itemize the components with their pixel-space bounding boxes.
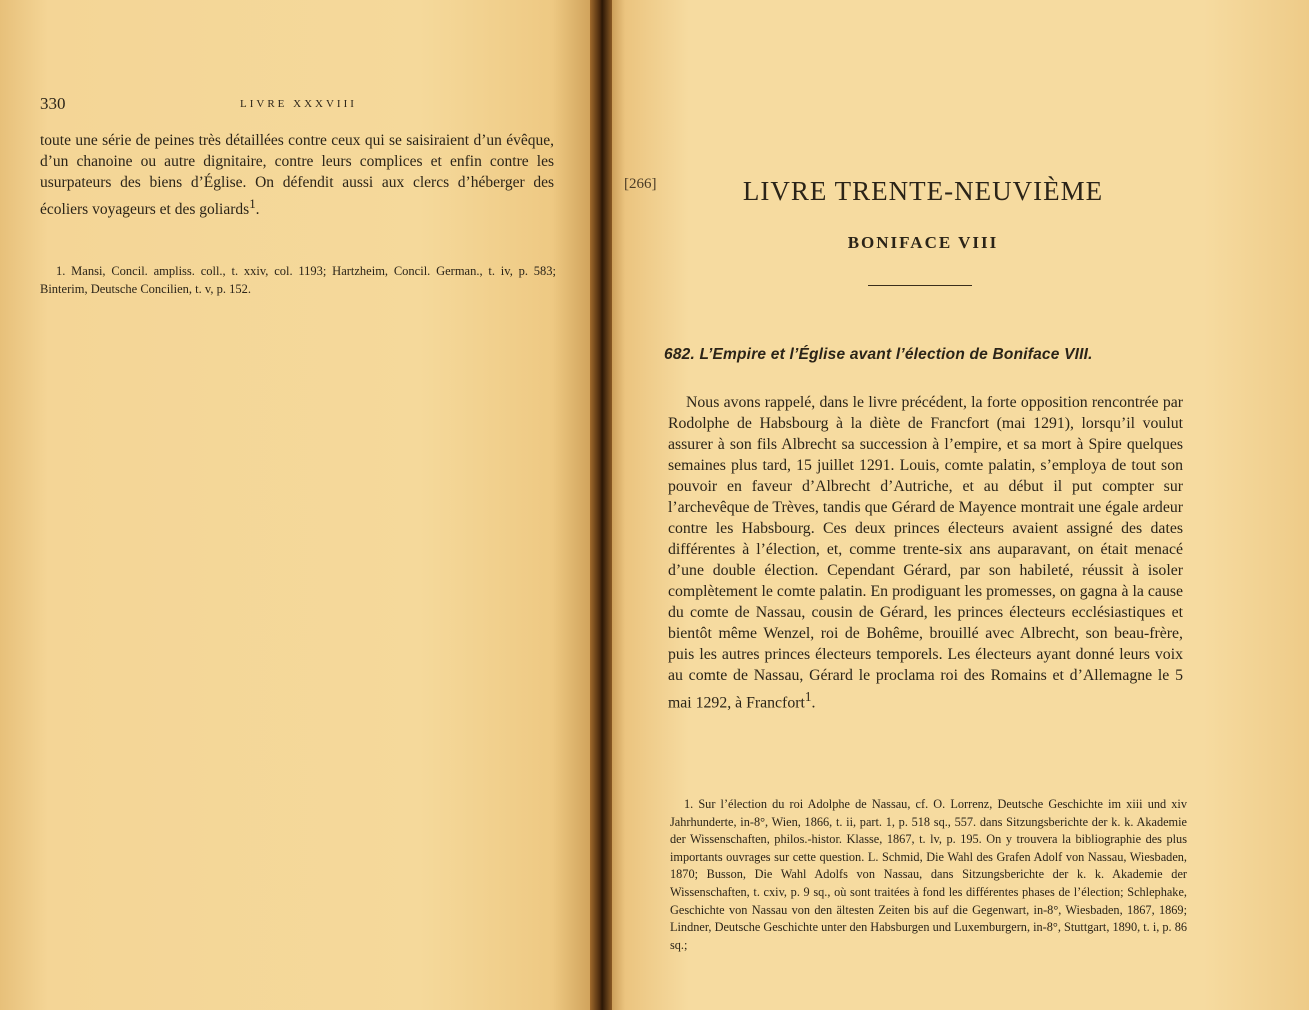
left-footnote <box>40 262 556 298</box>
footnote-ref: 1 <box>249 196 256 211</box>
page-number: 330 <box>40 94 66 113</box>
book-title: LIVRE TRENTE-NEUVIÈME <box>742 176 1104 206</box>
book-gutter <box>590 0 612 1010</box>
section-heading: 682. L’Empire et l’Église avant l’élection de Boniface VIII. <box>664 346 1093 363</box>
left-running-head <box>40 94 555 116</box>
right-footnote <box>670 796 1187 954</box>
margin-page-reference: [266] <box>624 176 657 192</box>
right-body-paragraph: Nous avons rappelé, dans le livre précédent, la forte opposition rencontrée par Rodolphe de Habsbourg à la diète de Francfort (mai 1291), lorsqu’il voulut assurer à son fils Albrecht sa succession à l’empire, et sa mort à Spire quelques semaines plus tard, 15 juillet 1291. Louis, comte palatin, s’employa de tout son pouvoir en faveur d’Albrecht d’Autriche, et au début il put compter sur l’archevêque de Trèves, tandis que Gérard de Mayence montrait une égale ardeur contre les Habsbourg. Ces deux princes électeurs avaient assigné des dates différentes à l’élection, et, comme trente-six ans auparavant, on était menacé d’une double élection. Cependant Gérard, par son habileté, réussit à isoler complètement le comte palatin. En prodiguant les promesses, on gagna à la cause du comte de Nassau, cousin de Gérard, les princes électeurs ecclésiastiques et bientôt même Wenzel, roi de Bohême, brouillé avec Albrecht, son beau-frère, puis les autres princes électeurs temporels. Les électeurs ayant donné leurs voix au comte de Nassau, Gérard le proclama roi des Romains et d’Allemagne le 5 mai 1292, à Francfort <box>668 394 1183 712</box>
running-title: LIVRE XXXVIII <box>240 98 357 110</box>
right-footnote-text: 1. Sur l’élection du roi Adolphe de Nassau, cf. O. Lorrenz, Deutsche Geschichte im xiii und xiv Jahrhunderte, in-8°, Wien, 1866, t. ii, part. 1, p. 518 sq., 557. dans Sitzungsberichte der k. k. Akademie der Wissenschaften, philos.-histor. Klasse, 1867, t. lv, p. 195. On y trouvera la bibliographie des plus importants ouvrages sur cette question. L. Schmid, Die Wahl des Grafen Adolf von Nassau, Wiesbaden, 1870; Busson, Die Wahl Adolfs von Nassau, dans Sitzungsberichte der k. k. Akademie der Wissenschaften, t. cxiv, p. 9 sq., où sont traitées à fond les différentes phases de l’élection; Schlephake, Geschichte von Nassau von den ältesten Zeiten bis auf die Gegenwart, in-8°, Wiesbaden, 1867, 1869; Lindner, Deutsche Geschichte unter den Habsburgen und Luxemburgern, in-8°, Stuttgart, 1890, t. i, p. 86 sq.; <box>670 797 1187 952</box>
left-body-paragraph: toute une série de peines très détaillées contre ceux qui se saisiraient d’un évêque, d’un chanoine ou autre dignitaire, contre leurs complices et enfin contre les usurpateurs des biens d’Église. On défendit aussi aux clercs d’héberger des écoliers voyageurs et des goliards <box>40 132 554 219</box>
left-footnote-text: 1. Mansi, Concil. ampliss. coll., t. xxiv, col. 1193; Hartzheim, Concil. German., t. iv, p. 583; Binterim, Deutsche Concilien, t. v, p. 152. <box>40 264 556 296</box>
right-body-text: Nous avons rappelé, dans le livre précédent, la forte opposition rencontrée par Rodolphe de Habsbourg à la diète de Francfort (mai 1291), lorsqu’il voulut assurer à son fils Albrecht sa succession à l’empire, et sa mort à Spire quelques semaines plus tard, 15 juillet 1291. Louis, comte palatin, s’employa de tout son pouvoir en faveur d’Albrecht d’Autriche, et au début il put compter sur l’archevêque de Trèves, tandis que Gérard de Mayence montrait une égale ardeur contre les Habsbourg. Ces deux princes électeurs avaient assigné des dates différentes à l’élection, et, comme trente-six ans auparavant, on était menacé d’une double élection. Cependant Gérard, par son habileté, réussit à isoler complètement le comte palatin. En prodiguant les promesses, on gagna à la cause du comte de Nassau, cousin de Gérard, les princes électeurs ecclésiastiques et bientôt même Wenzel, roi de Bohême, brouillé avec Albrecht, son beau-frère, puis les autres princes électeurs temporels. Les électeurs ayant donné leurs voix au comte de Nassau, Gérard le proclama roi des Romains et d’Allemagne le 5 mai 1292, à Francfort$^1$. <box>668 394 1183 712</box>
title-rule <box>868 285 972 286</box>
left-body-text: toute une série de peines très détaillées contre ceux qui se saisiraient d’un évêque, d’un chanoine ou autre dignitaire, contre leurs complices et enfin contre les usurpateurs des biens d’Église. On défendit aussi aux clercs d’héberger des écoliers voyageurs et des goliards$^1$. <box>40 132 554 219</box>
book-subtitle: BONIFACE VIII <box>847 233 999 252</box>
footnote-ref: 1 <box>804 689 812 704</box>
